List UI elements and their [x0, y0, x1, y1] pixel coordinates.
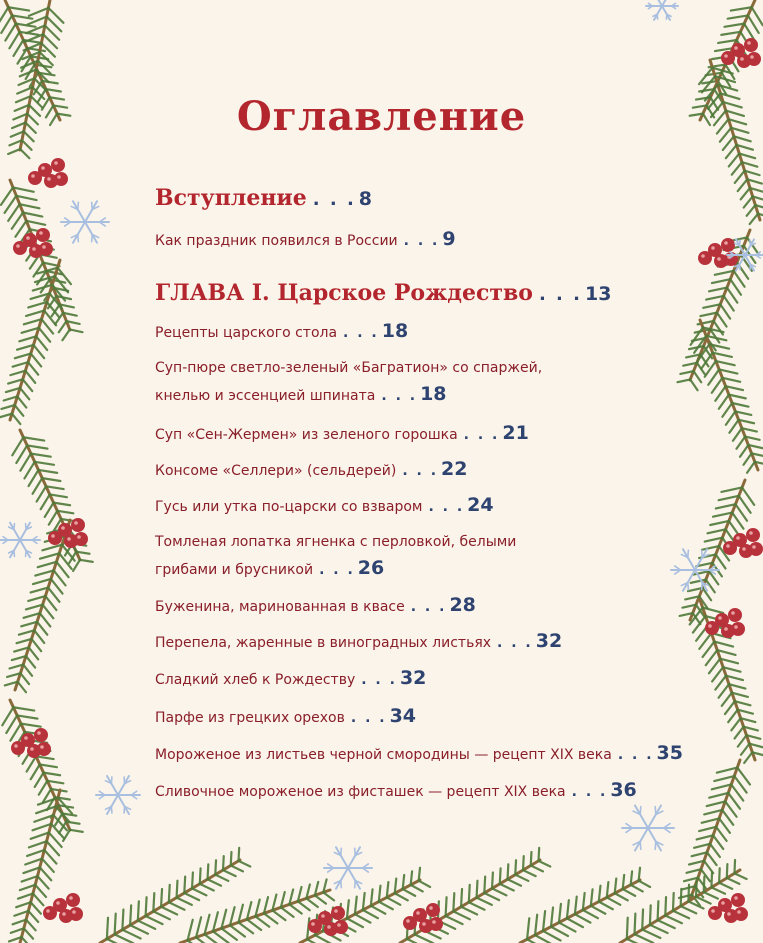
leader-dots: . . .: [428, 499, 465, 515]
toc-entry[interactable]: [155, 705, 416, 727]
page-number: 21: [502, 422, 529, 444]
toc-entry[interactable]: [155, 557, 384, 579]
entry-title: Вступление: [155, 185, 307, 211]
entry-title: Гусь или утка по-царски со взваром: [155, 499, 423, 515]
leader-dots: . . .: [497, 635, 533, 651]
entry-title: Мороженое из листьев черной смородины — рецепт XIX века: [155, 747, 612, 763]
entry-title-line1: Суп-пюре светло-зеленый «Багратион» со спаржей,: [155, 360, 543, 376]
toc-entry[interactable]: [155, 742, 683, 764]
toc-entry[interactable]: [155, 779, 637, 801]
leader-dots: . . .: [361, 672, 397, 688]
leader-dots: . . .: [381, 388, 418, 404]
toc-entry[interactable]: [155, 422, 529, 444]
entry-title: ГЛАВА I. Царское Рождество: [155, 280, 533, 306]
page-number: 18: [420, 383, 447, 405]
entry-title: грибами и брусникой: [155, 562, 314, 578]
page-number: 34: [389, 705, 417, 727]
toc-entry-line1[interactable]: [155, 534, 516, 550]
entry-title: Консоме «Селлери» (сельдерей): [155, 463, 397, 479]
toc-entry-line1[interactable]: [155, 360, 542, 376]
leader-dots: . . .: [410, 599, 447, 615]
page-number: 24: [467, 494, 494, 516]
toc-entry[interactable]: [155, 458, 468, 480]
page-number: 26: [357, 557, 385, 579]
toc-entry[interactable]: [155, 228, 456, 250]
page-number: 8: [358, 188, 373, 210]
toc-entry[interactable]: [155, 667, 426, 689]
entry-title: Как праздник появился в России: [155, 233, 398, 249]
toc-entry[interactable]: [155, 383, 447, 405]
leader-dots: . . .: [319, 562, 355, 578]
page-number: 32: [535, 630, 563, 652]
entry-title: Буженина, маринованная в квасе: [155, 599, 405, 615]
entry-title: Сливочное мороженое из фисташек — рецепт XIX века: [155, 784, 566, 800]
leader-dots: . . .: [402, 463, 439, 479]
leader-dots: . . .: [463, 427, 500, 443]
page-number: 22: [441, 458, 468, 480]
toc-entry[interactable]: [155, 320, 408, 342]
toc-entry[interactable]: [155, 494, 494, 516]
toc-chapter-heading[interactable]: [155, 280, 611, 306]
leader-dots: . . .: [617, 747, 654, 763]
page-number: 18: [381, 320, 409, 342]
page-number: 28: [449, 594, 476, 616]
page-number: 36: [610, 779, 637, 801]
page-title: Оглавление: [236, 93, 527, 140]
leader-dots: . . .: [571, 784, 608, 800]
page-number: 13: [584, 283, 612, 305]
leader-dots: . . .: [538, 284, 582, 305]
entry-title: Парфе из грецких орехов: [155, 710, 345, 726]
entry-title: Суп «Сен-Жермен» из зеленого горошка: [155, 427, 458, 443]
entry-title: Сладкий хлеб к Рождеству: [155, 672, 356, 688]
page-number: 32: [399, 667, 427, 689]
entry-title: Рецепты царского стола: [155, 325, 338, 341]
entry-title: кнелью и эссенцией шпината: [155, 388, 376, 404]
entry-title: Перепела, жаренные в виноградных листьях: [155, 635, 492, 651]
page-number: 9: [442, 228, 456, 250]
entry-title-line1: Томленая лопатка ягненка с перловкой, белыми: [155, 534, 517, 550]
page-number: 35: [656, 742, 683, 764]
toc-entry-introduction[interactable]: [155, 185, 372, 211]
leader-dots: . . .: [312, 189, 356, 210]
leader-dots: . . .: [350, 710, 387, 726]
toc-entry[interactable]: [155, 630, 562, 652]
leader-dots: . . .: [343, 325, 379, 341]
toc-entry[interactable]: [155, 594, 476, 616]
leader-dots: . . .: [403, 233, 440, 249]
